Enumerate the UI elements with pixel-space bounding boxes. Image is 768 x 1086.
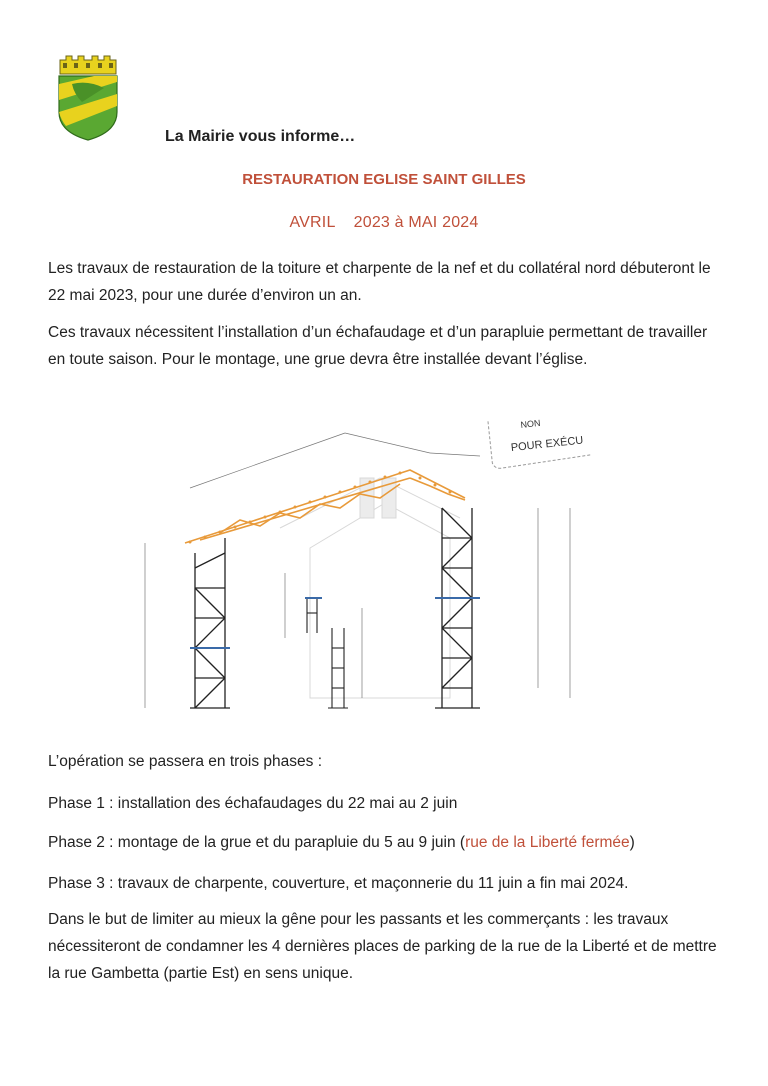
phases-intro: L’opération se passera en trois phases : (48, 753, 323, 770)
intro-paragraph-1: Les travaux de restauration de la toiture et charpente de la nef et du collatéral nord débuteront le 22 mai 2023, pour une durée d’environ un an. (48, 260, 711, 304)
right-scaffold-tower (435, 508, 480, 708)
phase-3: Phase 3 : travaux de charpente, couverture, et maçonnerie du 11 juin a fin mai 2024. (48, 875, 629, 892)
intro-paragraph-2: Ces travaux nécessitent l’installation d’un échafaudage et d’un parapluie permettant de travailler en toute saison. Pour le montage, une grue devra être installée devant l’église. (48, 324, 708, 368)
scaffolding-diagram (130, 408, 600, 728)
church-outline (280, 478, 460, 698)
stamp (488, 411, 592, 469)
roof-umbrella (185, 470, 465, 543)
road-closure-notice: rue de la Liberté fermée (465, 834, 630, 851)
phase-1: Phase 1 : installation des échafaudages du 22 mai au 2 juin (48, 795, 458, 812)
middle-scaffold-tower (307, 598, 348, 708)
work-period-start-month: AVRIL (289, 214, 335, 231)
dimension-lines (145, 433, 570, 708)
phase-2-end: ) (629, 834, 635, 851)
closing-paragraph: Dans le but de limiter au mieux la gêne pour les passants et les commerçants : les travaux nécessiteront de condamner les 4 dernières places de parking de la rue de la Liberté et de mettre la rue Gambetta (partie Est) en sens unique. (48, 911, 717, 982)
stamp-line-2: POUR EXÉCU (510, 434, 584, 455)
notice-title: RESTAURATION EGLISE SAINT GILLES (242, 171, 526, 188)
stamp-line-1: NON (520, 417, 541, 430)
town-crest-icon (54, 54, 122, 142)
work-period (0, 214, 768, 232)
notice-heading: La Mairie vous informe… (165, 128, 356, 145)
phase-2 (48, 829, 728, 856)
phase-2-text: Phase 2 : montage de la grue et du parapluie du 5 au 9 juin ( (48, 834, 466, 851)
left-scaffold-tower (190, 538, 230, 708)
work-period-range: 2023 à MAI 2024 (353, 214, 479, 231)
